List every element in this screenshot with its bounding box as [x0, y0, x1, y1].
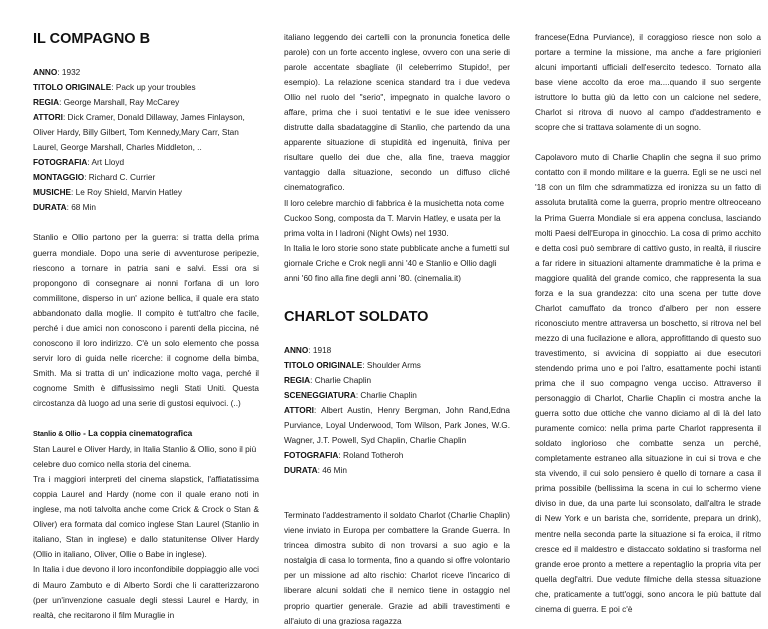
credit-titolo-originale: TITOLO ORIGINALE: Shoulder Arms	[284, 360, 421, 370]
credit-attori: ATTORI: Albert Austin, Henry Bergman, John Rand,Edna Purviance, Loyal Underwood, Tom Wilson, Park Jones, W.G. Wagner, J.T. Powell, Syd Chaplin, Charlie Chaplin	[284, 405, 510, 446]
coppia-intro: Stan Laurel e Oliver Hardy, in Italia Stanlio & Ollio, sono il più celebre duo comico nella storia del cinema.	[33, 445, 257, 470]
credit-attori: ATTORI: Dick Cramer, Donald Dillaway, James Finlayson, Oliver Hardy, Billy Gilbert, Tom Kennedy,Mary Carr, Stan Laurel, George Marshall, Charles Middleton, ..	[33, 113, 245, 153]
credit-regia: REGIA: George Marshall, Ray McCarey	[33, 98, 180, 108]
credit-anno: ANNO: 1918	[284, 345, 332, 355]
column-1	[33, 30, 259, 623]
plot-charlot-soldato: Terminato l'addestramento il soldato Charlot (Charlie Chaplin) viene inviato in Europa per combattere la Grande Guerra. In trincea dimostra subito di non trovarsi a suo agio e la nostalgia di casa lo tormenta, fino a quando si offre volontario per un missione ad alto rischio: Charlot riceve l'incarico di liberare alcuni soldati che il nemico tiene in ostaggio nel proprio quartier generale. Grazie ad abili travestimenti e all'aiuto di una graziosa ragazza	[284, 511, 510, 626]
comics-paragraph: In Italia le loro storie sono state pubblicate anche a fumetti sul giornale Criche e Crok negli anni '40 e Stanlio e Ollio dagli anni '60 fino alla fine degli anni '80. (cinemalia.it)	[284, 243, 510, 283]
plot-charlot-continuation: francese(Edna Purviance), il coraggioso riesce non solo a portare a termine la missione, ma anche a fare prigionieri alcuni importanti ufficiali dell'esercito tedesco. Tornato alla base viene accolto da eroe ma....quando il suo sergente istruttore lo butta giù da letto con un calcione nel sedere, Charlot si ritrova di nuovo al campo d'addestramento e scopre che si trattava solamente di un sogno.	[535, 33, 761, 133]
film-title-compagno-b: IL COMPAGNO B	[33, 31, 151, 47]
plot-compagno-b: Stanlio e Ollio partono per la guerra: si tratta della prima guerra mondiale. Dopo una serie di avventurose peripezie, riescono a tornare in patria sani e salvi. Essi ora si propongono di consegnare ai nonni l'orfana di un loro commilitone, disperso in un' azione bellica, il quale era stato abbandonato dalla moglie. Il compito è tutt'altro che facile, perché i due amici non conoscono i parenti della piccina, né conoscono il loro indirizzo. C'è un solo elemento che possa servir loro di guida nelle ricerche: il cognome della bimba, Smith. Ma si tratta di un' indicazione molto vaga, perché il cognome Smith è diffusissimo negli Stati Uniti. Questa circostanza dà luogo ad una serie di gustosi equivoci. (..)	[33, 233, 259, 408]
credit-musiche: MUSICHE: Le Roy Shield, Marvin Hatley	[33, 188, 183, 198]
column-3	[535, 30, 761, 617]
cuckoo-song-paragraph: Il loro celebre marchio di fabbrica è la musichetta nota come Cuckoo Song, composta da T. Marvin Hatley, e usata per la prima volta in I ladroni (Night Owls) nel 1930.	[284, 198, 505, 238]
credit-sceneggiatura: SCENEGGIATURA: Charlie Chaplin	[284, 390, 417, 400]
film-credits-charlot	[284, 343, 510, 478]
credit-regia: REGIA: Charlie Chaplin	[284, 375, 372, 385]
film-title-charlot-soldato: CHARLOT SOLDATO	[284, 308, 429, 325]
credit-titolo-originale: TITOLO ORIGINALE: Pack up your troubles	[33, 83, 196, 93]
coppia-history: Tra i maggiori interpreti del cinema slapstick, l'affiatatissima coppia Laurel and Hardy (nome con il quale erano noti in inglese, ma noti talvolta anche come Crick & Crock o Stan & Oliver) era formata dal comico inglese Stan Laurel (Stanlio in italiano, Stan in inglese) e dallo statunitense Oliver Hardy (Ollio in italiano, Oliver, Ollie o Babe in inglese).	[33, 475, 259, 560]
credit-durata: DURATA: 46 Min	[284, 466, 347, 476]
credit-fotografia: FOTOGRAFIA: Roland Totheroh	[284, 451, 404, 461]
credit-durata: DURATA: 68 Min	[33, 203, 96, 213]
column-2	[284, 30, 510, 629]
review-charlot: Capolavoro muto di Charlie Chaplin che segna il suo primo contatto con il mondo militare e la guerra. Egli se ne usci nel '18 con un film che sdrammatizza ed ironizza su un fatto di assoluta brutalità come la guerra, proprio mentre oltreoceano la Prima Guerra Mondiale si era appena conclusa, lasciando molti Paesi dell'Europa in ginocchio. La cosa di primo acchito e detta così può sembrare di cattivo gusto, in realtà, il riuscire a far ridere in situazioni altamente drammatiche è la prima e maggiore qualità del grande comico, che rappresenta la sua forza e la sua grandezza: cito una scena per tutte dove Charlot camuffato da tronco d'albero per non essere riconosciuto mentre attraversa un boschetto, si ritrova nel bel mezzo di una fucilazione e allora, approfittando di questo suo travestimento, si avvicina di soppiatto ai due esecutori stendendo prima uno e poi l'altro, esattamente pochi istanti prima che il suo compagno venga ucciso. Attraverso il personaggio di Charlot, Charlie Chaplin ci mostra anche la guerra sotto due ottiche che vanno diciamo al di là del lato puramente comico: nella prima parte Charlot rappresenta il soldato inglorioso che combatte senza un perché, completamente estraneo alla situazione in cui si trova e che sta vivendo, il cui solo pensiero è quello di tornare a casa il prima possibile (bellissima la scena in cui lo schermo viene diviso in due, da una parte lui sconsolato, dall'altra le strade di New York e un barista che, sorridente, prepara un drink), mentre nella seconda parte la situazione si fa eroica, il ritmo cresce ed il maldestro e distaccato soldatino si trasforma nel grande eroe pronto a mettere a repentaglio la propria vita per quella degl'altri. Due vedute filmiche della stessa situazione che, praticamente a tutt'oggi, sono ancora le più battute dal cinema di guerra. E poi c'è	[535, 153, 761, 614]
coppia-dubbing: In Italia i due devono il loro inconfondibile doppiaggio alle voci di Mauro Zambuto e di Alberto Sordi che li caratterizzarono (per un'invenzione casuale degli stessi Laurel e Hardy, in realtà, che recitarono il film Muraglie in	[33, 565, 259, 620]
film-credits-compagno-b	[33, 65, 259, 215]
credit-montaggio: MONTAGGIO: Richard C. Currier	[33, 173, 156, 183]
credit-fotografia: FOTOGRAFIA: Art Lloyd	[33, 158, 125, 168]
credit-anno: ANNO: 1932	[33, 68, 81, 77]
coppia-continuation: italiano leggendo dei cartelli con la pronuncia fonetica delle parole) con un forte accento inglese, ovvero con una serie di parole accentate sbagliate (il celeberrimo Stupido!, per esempio). La relazione scenica standard tra i due vedeva Ollio nel ruolo del "serio", impegnato in qualche lavoro o affare, prima che i suoi tentativi e le sue idee venissero distrutte dalla sbadataggine di Stanlio, che partendo da una apparente situazione di stupidità ed ingenuità, finiva per risultare quello dei due che, alla fine, traeva maggior vantaggio dalla situazione, secondo un diffuso cliché cinematografico.	[284, 33, 510, 193]
section-heading-coppia: Stanlio & Ollio - La coppia cinematografica	[33, 429, 193, 439]
